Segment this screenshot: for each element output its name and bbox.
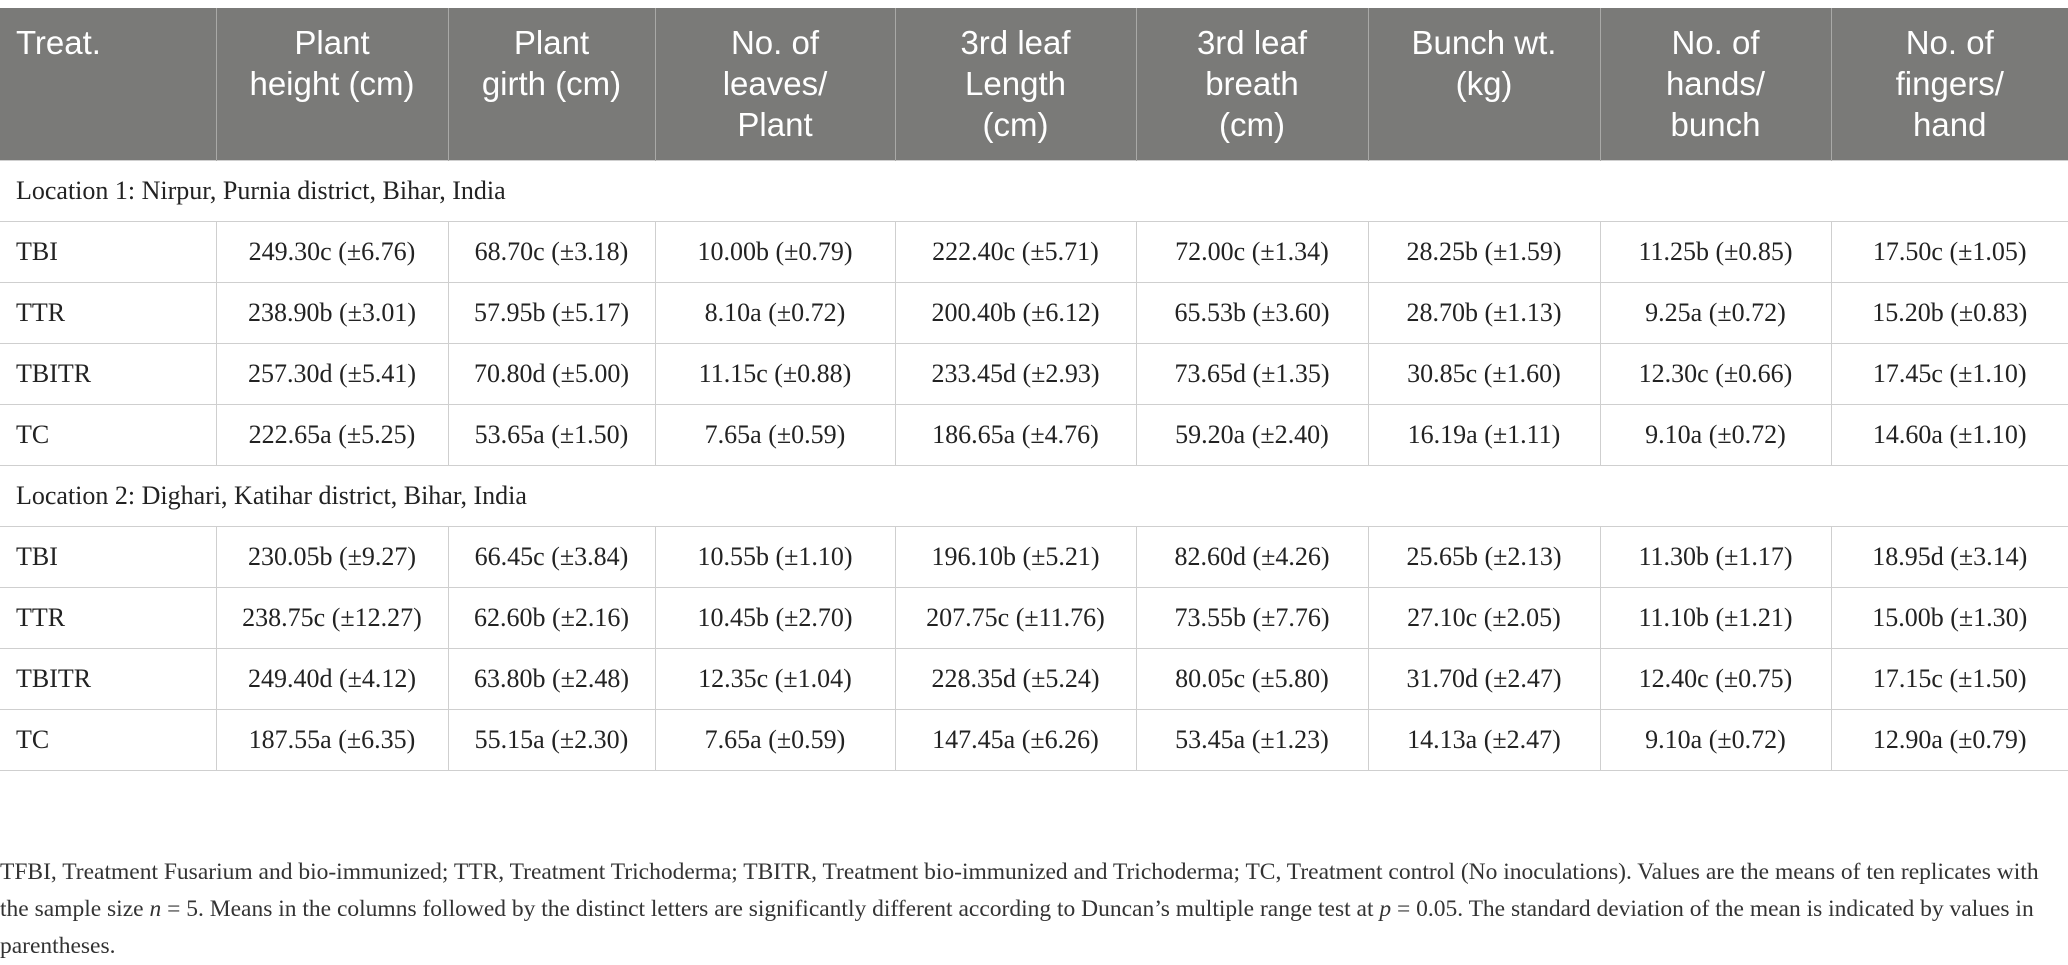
table-row — [0, 587, 2068, 648]
treatment-cell: TBITR — [0, 343, 216, 404]
value-cell: 15.20b (±0.83) — [1831, 282, 2068, 343]
value-cell: 10.45b (±2.70) — [655, 587, 895, 648]
value-cell: 63.80b (±2.48) — [448, 648, 655, 709]
header-plant-girth: Plant girth (cm) — [448, 8, 655, 160]
value-cell: 12.40c (±0.75) — [1600, 648, 1831, 709]
value-cell: 27.10c (±2.05) — [1368, 587, 1600, 648]
treatment-cell: TC — [0, 404, 216, 465]
treatment-cell: TTR — [0, 282, 216, 343]
value-cell: 14.13a (±2.47) — [1368, 709, 1600, 770]
value-cell: 62.60b (±2.16) — [448, 587, 655, 648]
value-cell: 222.40c (±5.71) — [895, 221, 1136, 282]
value-cell: 196.10b (±5.21) — [895, 526, 1136, 587]
value-cell: 80.05c (±5.80) — [1136, 648, 1368, 709]
value-cell: 28.25b (±1.59) — [1368, 221, 1600, 282]
value-cell: 233.45d (±2.93) — [895, 343, 1136, 404]
value-cell: 9.10a (±0.72) — [1600, 709, 1831, 770]
results-table — [0, 8, 2068, 771]
value-cell: 10.55b (±1.10) — [655, 526, 895, 587]
value-cell: 53.45a (±1.23) — [1136, 709, 1368, 770]
treatment-cell: TC — [0, 709, 216, 770]
value-cell: 18.95d (±3.14) — [1831, 526, 2068, 587]
value-cell: 11.15c (±0.88) — [655, 343, 895, 404]
table-row — [0, 709, 2068, 770]
value-cell: 7.65a (±0.59) — [655, 404, 895, 465]
table-row — [0, 282, 2068, 343]
value-cell: 238.75c (±12.27) — [216, 587, 448, 648]
value-cell: 82.60d (±4.26) — [1136, 526, 1368, 587]
location-row — [0, 465, 2068, 526]
table-row — [0, 648, 2068, 709]
value-cell: 257.30d (±5.41) — [216, 343, 448, 404]
value-cell: 249.30c (±6.76) — [216, 221, 448, 282]
value-cell: 70.80d (±5.00) — [448, 343, 655, 404]
value-cell: 7.65a (±0.59) — [655, 709, 895, 770]
table-footnote: TFBI, Treatment Fusarium and bio-immunized; TTR, Treatment Trichoderma; TBITR, Treatment bio-immunized and Trichoderma; TC, Treatment control (No inoculations). Values are the means of ten replicates with the sample size n = 5. Means in the columns followed by the distinct letters are significantly different according to Duncan’s multiple range test at p = 0.05. The standard deviation of the mean is indicated by values in parentheses. — [0, 858, 2039, 959]
value-cell: 53.65a (±1.50) — [448, 404, 655, 465]
value-cell: 55.15a (±2.30) — [448, 709, 655, 770]
value-cell: 147.45a (±6.26) — [895, 709, 1136, 770]
value-cell: 9.25a (±0.72) — [1600, 282, 1831, 343]
value-cell: 66.45c (±3.84) — [448, 526, 655, 587]
value-cell: 186.65a (±4.76) — [895, 404, 1136, 465]
value-cell: 30.85c (±1.60) — [1368, 343, 1600, 404]
value-cell: 12.35c (±1.04) — [655, 648, 895, 709]
value-cell: 11.30b (±1.17) — [1600, 526, 1831, 587]
location-label: Location 2: Dighari, Katihar district, Bihar, India — [0, 465, 2068, 526]
value-cell: 31.70d (±2.47) — [1368, 648, 1600, 709]
value-cell: 230.05b (±9.27) — [216, 526, 448, 587]
value-cell: 12.90a (±0.79) — [1831, 709, 2068, 770]
value-cell: 68.70c (±3.18) — [448, 221, 655, 282]
header-bunch-weight: Bunch wt. (kg) — [1368, 8, 1600, 160]
header-leaf-breath: 3rd leaf breath (cm) — [1136, 8, 1368, 160]
table-row — [0, 343, 2068, 404]
header-hands-per-bunch: No. of hands/ bunch — [1600, 8, 1831, 160]
treatment-cell: TTR — [0, 587, 216, 648]
value-cell: 10.00b (±0.79) — [655, 221, 895, 282]
location-label: Location 1: Nirpur, Purnia district, Bihar, India — [0, 160, 2068, 221]
header-row — [0, 8, 2068, 160]
header-treat: Treat. — [0, 8, 216, 160]
header-leaves-per-plant: No. of leaves/ Plant — [655, 8, 895, 160]
value-cell: 15.00b (±1.30) — [1831, 587, 2068, 648]
value-cell: 228.35d (±5.24) — [895, 648, 1136, 709]
value-cell: 8.10a (±0.72) — [655, 282, 895, 343]
value-cell: 249.40d (±4.12) — [216, 648, 448, 709]
value-cell: 17.15c (±1.50) — [1831, 648, 2068, 709]
location-row — [0, 160, 2068, 221]
table-row — [0, 404, 2068, 465]
table-header — [0, 8, 2068, 160]
value-cell: 207.75c (±11.76) — [895, 587, 1136, 648]
table-row — [0, 526, 2068, 587]
value-cell: 17.50c (±1.05) — [1831, 221, 2068, 282]
value-cell: 16.19a (±1.11) — [1368, 404, 1600, 465]
value-cell: 11.25b (±0.85) — [1600, 221, 1831, 282]
value-cell: 59.20a (±2.40) — [1136, 404, 1368, 465]
value-cell: 73.65d (±1.35) — [1136, 343, 1368, 404]
treatment-cell: TBITR — [0, 648, 216, 709]
value-cell: 65.53b (±3.60) — [1136, 282, 1368, 343]
header-plant-height: Plant height (cm) — [216, 8, 448, 160]
treatment-cell: TBI — [0, 221, 216, 282]
value-cell: 73.55b (±7.76) — [1136, 587, 1368, 648]
value-cell: 238.90b (±3.01) — [216, 282, 448, 343]
value-cell: 187.55a (±6.35) — [216, 709, 448, 770]
value-cell: 25.65b (±2.13) — [1368, 526, 1600, 587]
value-cell: 11.10b (±1.21) — [1600, 587, 1831, 648]
value-cell: 200.40b (±6.12) — [895, 282, 1136, 343]
value-cell: 12.30c (±0.66) — [1600, 343, 1831, 404]
header-fingers-per-hand: No. of fingers/ hand — [1831, 8, 2068, 160]
treatment-cell: TBI — [0, 526, 216, 587]
header-leaf-length: 3rd leaf Length (cm) — [895, 8, 1136, 160]
value-cell: 17.45c (±1.10) — [1831, 343, 2068, 404]
value-cell: 72.00c (±1.34) — [1136, 221, 1368, 282]
value-cell: 28.70b (±1.13) — [1368, 282, 1600, 343]
table-body — [0, 160, 2068, 770]
value-cell: 222.65a (±5.25) — [216, 404, 448, 465]
value-cell: 57.95b (±5.17) — [448, 282, 655, 343]
value-cell: 9.10a (±0.72) — [1600, 404, 1831, 465]
value-cell: 14.60a (±1.10) — [1831, 404, 2068, 465]
table-row — [0, 221, 2068, 282]
